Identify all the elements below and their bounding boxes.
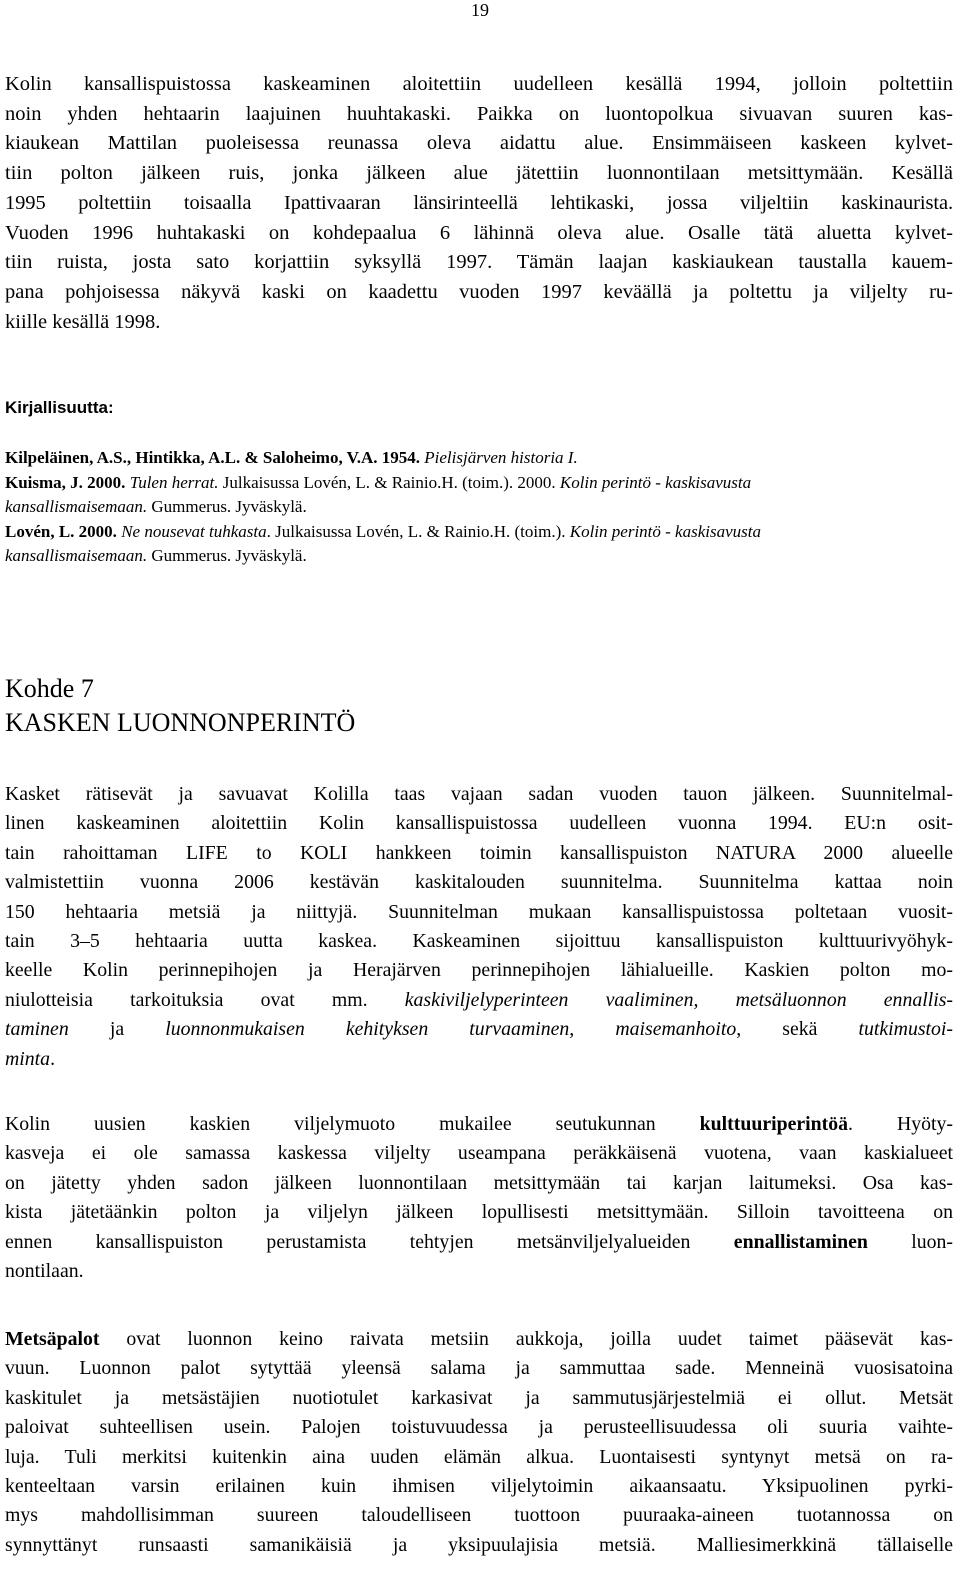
- paragraph-metsapalot: [5, 1325, 953, 1560]
- literature-heading: Kirjallisuutta:: [5, 398, 114, 417]
- text-line: [5, 1325, 953, 1354]
- section-title: KASKEN LUONNONPERINTÖ: [5, 708, 356, 737]
- text-line: [5, 868, 953, 897]
- text-line: [5, 1015, 953, 1044]
- text-line: [5, 1472, 953, 1501]
- reference-title: Tulen herrat.: [129, 472, 219, 492]
- text-run: linen kaskeaminen aloitettiin Kolin kansallispuistossa uudelleen vuonna 1994. EU:n osit-: [5, 812, 953, 835]
- paragraph-kasket: [5, 780, 953, 1074]
- text-line: tiin polton jälkeen ruis, jonka jälkeen alue jätettiin luonnontilaan metsittymään. Kesällä: [5, 162, 953, 185]
- reference-book-title: Kolin perintö - kaskisavusta kansallismaisemaan.: [5, 472, 752, 516]
- text-run: , sekä: [736, 1018, 859, 1041]
- text-run: .: [50, 1047, 56, 1070]
- text-line: [5, 986, 953, 1015]
- reference-title: Ne nousevat tuhkasta: [121, 521, 267, 541]
- text-run: ja: [68, 1018, 166, 1041]
- text-run: mys mahdollisimman suureen taloudelliseen tuottoon puuraaka-aineen tuotannossa on: [5, 1504, 953, 1527]
- text-line: noin yhden hehtaarin laajuinen huuhtakaski. Paikka on luontopolkua sivuavan suuren kas-: [5, 102, 953, 125]
- text-run: paloivat suhteellisen usein. Palojen toistuvuudessa ja perusteellisuudessa oli suuria vaihte-: [5, 1416, 953, 1439]
- text-run: luja. Tuli merkitsi kuitenkin aina uuden elämän alkua. Luontaisesti syntynyt metsä on ra-: [5, 1445, 953, 1468]
- text-run: kasveja ei ole samassa kaskessa viljelty useampana peräkkäisenä vuotena, vaan kaskialueet: [5, 1142, 953, 1165]
- text-run: Kasket rätisevät ja savuavat Kolilla taas vajaan sadan vuoden tauon jälkeen. Suunnitelmal-: [5, 783, 953, 805]
- text-line: [5, 1501, 953, 1530]
- page-number: 19: [471, 0, 489, 20]
- text-line: [5, 1110, 953, 1139]
- text-line: [5, 1198, 953, 1227]
- text-line: Vuoden 1996 huhtakaski on kohdepaalua 6 lähinnä oleva alue. Osalle tätä aluetta kylvet-: [5, 221, 953, 244]
- reference-source: Julkaisussa Lovén, L. & Rainio.H. (toim.). 2000.: [218, 472, 560, 492]
- text-line: [5, 1169, 953, 1198]
- text-run: nontilaan.: [5, 1260, 84, 1283]
- text-line: pana pohjoisessa näkyvä kaski on kaadettu vuoden 1997 keväällä ja poltettu ja viljelty ru-: [5, 280, 953, 303]
- text-run: tain rahoittaman LIFE to KOLI hankkeen toimin kansallispuiston NATURA 2000 alueelle: [5, 841, 953, 864]
- text-line: kiaukean Mattilan puoleisessa reunassa oleva aidattu alue. Ensimmäiseen kaskeen kylvet-: [5, 132, 953, 155]
- text-line: 1995 poltettiin toisaalla Ipattivaaran länsirinteellä lehtikaski, jossa viljeltiin kaskinaurista.: [5, 191, 953, 214]
- text-line: [5, 1228, 953, 1257]
- reference-publisher: Gummerus. Jyväskylä.: [147, 497, 307, 516]
- text-run: tain 3–5 hehtaaria uutta kaskea. Kaskeaminen sijoittuu kansallispuiston kulttuurivyöhyk-: [5, 930, 953, 953]
- reference-author: Lovén, L. 2000.: [5, 521, 117, 541]
- bold-term: ennallistaminen: [733, 1230, 868, 1253]
- text-run: luon-: [867, 1230, 954, 1253]
- reference-author: Kuisma, J. 2000.: [5, 472, 126, 492]
- text-run: vuun. Luonnon palot sytyttää yleensä salama ja sammuttaa sade. Menneinä vuosisatoina: [5, 1357, 953, 1380]
- text-line: Kolin kansallispuistossa kaskeaminen aloitettiin uudelleen kesällä 1994, jolloin poltettiin: [5, 73, 953, 95]
- text-line: [5, 898, 953, 927]
- reference-item: [5, 446, 853, 471]
- text-line: [5, 927, 953, 956]
- text-line: [5, 1257, 953, 1286]
- emphasis-text: taminen: [5, 1018, 69, 1041]
- reference-title: Pielisjärven historia I.: [424, 448, 578, 467]
- bold-term: Metsäpalot: [5, 1328, 100, 1350]
- text-line: [5, 1413, 953, 1442]
- text-run: keelle Kolin perinnepihojen ja Herajärven perinnepihojen lähialueille. Kaskien polton mo-: [5, 959, 953, 982]
- text-line: [5, 780, 953, 809]
- text-run: ennen kansallispuiston perustamista tehtyjen metsänviljelyalueiden: [5, 1230, 734, 1253]
- text-run: niulotteisia tarkoituksia ovat mm.: [5, 988, 405, 1011]
- intro-paragraph: [5, 70, 953, 337]
- text-line: [5, 1354, 953, 1383]
- text-run: synnyttänyt runsaasti samanikäisiä ja yksipuulajisia metsiä. Malliesimerkkinä tällaiselle: [5, 1533, 953, 1556]
- reference-source: . Julkaisussa Lovén, L. & Rainio.H. (toim.).: [266, 521, 570, 541]
- emphasis-text: tutkimustoi-: [858, 1018, 954, 1041]
- text-line: [5, 1443, 953, 1472]
- emphasis-text: minta: [5, 1047, 51, 1070]
- text-line: [5, 1139, 953, 1168]
- text-line: kiille kesällä 1998.: [5, 310, 161, 333]
- text-line: [5, 1384, 953, 1413]
- text-line: [5, 839, 953, 868]
- text-line: [5, 1531, 953, 1560]
- reference-publisher: Gummerus. Jyväskylä.: [147, 546, 307, 565]
- reference-item: [5, 520, 853, 569]
- text-run: ovat luonnon keino raivata metsiin aukkoja, joilla uudet taimet pääsevät kas-: [99, 1328, 953, 1350]
- text-run: Kolin uusien kaskien viljelymuoto mukailee seutukunnan: [5, 1113, 700, 1135]
- text-line: [5, 956, 953, 985]
- emphasis-text: luonnonmukaisen kehityksen turvaaminen, maisemanhoito: [165, 1018, 737, 1041]
- text-run: kenteeltaan varsin erilainen kuin ihmisen viljelytoimin aikaansaatu. Yksipuolinen pyrki-: [5, 1475, 953, 1498]
- reference-item: [5, 471, 853, 520]
- text-line: [5, 1045, 953, 1074]
- text-line: tiin ruista, josta sato korjattiin syksyllä 1997. Tämän laajan kaskiaukean taustalla kauem-: [5, 251, 953, 274]
- reference-list: [5, 446, 853, 569]
- text-run: . Hyöty-: [848, 1113, 954, 1135]
- bold-term: kulttuuriperintöä: [699, 1113, 849, 1135]
- text-run: kista jätetäänkin polton ja viljelyn jälkeen lopullisesti metsittymään. Silloin tavoitteena on: [5, 1201, 953, 1224]
- text-line: [5, 809, 953, 838]
- text-run: 150 hehtaaria metsiä ja niittyjä. Suunnitelman mukaan kansallispuistossa poltetaan vuosit-: [5, 900, 953, 923]
- section-label: Kohde 7: [5, 674, 94, 703]
- text-run: valmistettiin vuonna 2006 kestävän kaskitalouden suunnitelma. Suunnitelma kattaa noin: [5, 871, 953, 894]
- reference-book-title: Kolin perintö - kaskisavusta kansallismaisemaan.: [5, 521, 761, 565]
- paragraph-viljelymuoto: [5, 1110, 953, 1286]
- text-run: on jätetty yhden sadon jälkeen luonnontilaan metsittymään tai karjan laitumeksi. Osa kas-: [5, 1171, 953, 1194]
- text-run: kaskitulet ja metsästäjien nuotiotulet karkasivat ja sammutusjärjestelmiä ei ollut. Metsät: [5, 1386, 953, 1409]
- emphasis-text: kaskiviljelyperinteen vaaliminen, metsäluonnon ennallis-: [404, 988, 954, 1011]
- reference-author: Kilpeläinen, A.S., Hintikka, A.L. & Saloheimo, V.A. 1954.: [5, 448, 421, 467]
